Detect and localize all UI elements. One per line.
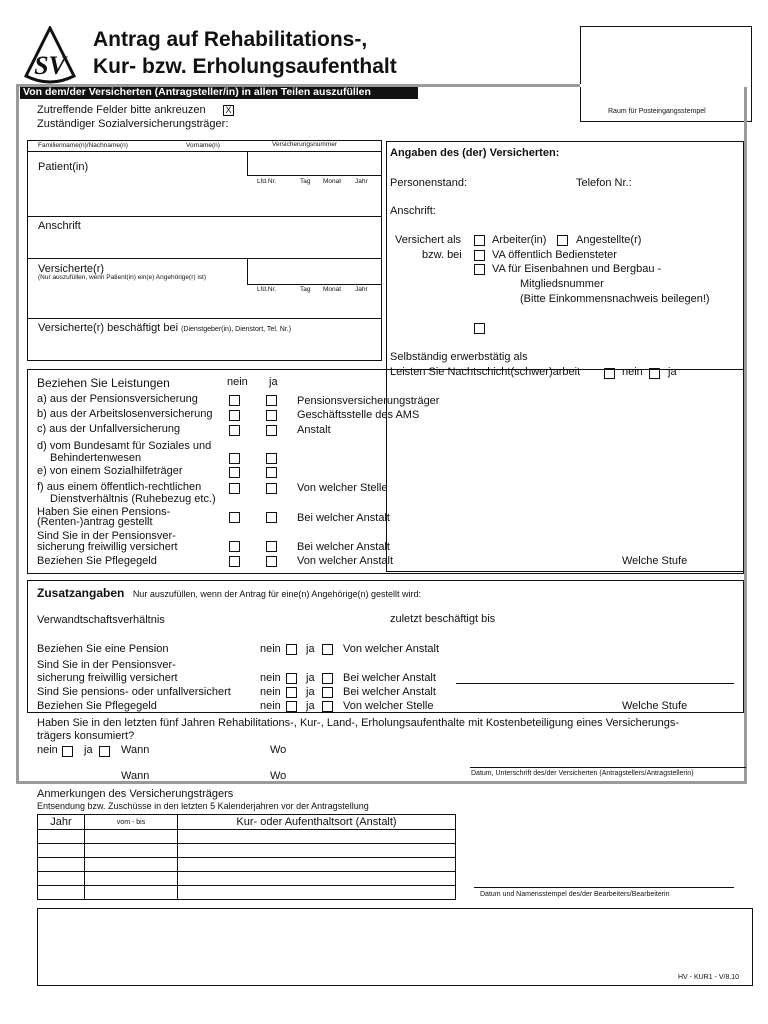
extra-note: Nur auszufüllen, wenn der Antrag für eine(n) Angehörige(n) gestellt wird: bbox=[132, 589, 421, 599]
sub-tag: Tag bbox=[300, 178, 311, 185]
benefit-e-yes[interactable] bbox=[266, 467, 277, 478]
railway-label-2: Mitgliedsnummer bbox=[520, 278, 604, 290]
benefit-c-no[interactable] bbox=[229, 425, 240, 436]
sub-monat: Monat bbox=[323, 178, 342, 185]
benefit-d-label-2: Behindertenwesen bbox=[50, 452, 142, 464]
benefit-c-yes[interactable] bbox=[266, 425, 277, 436]
night-shift-yes-label: ja bbox=[668, 366, 677, 378]
benefit-f-right: Von welcher Stelle bbox=[297, 482, 388, 494]
past-stays-question-1: Haben Sie in den letzten fünf Jahren Rehabilitations-, Kur-, Land-, Erholungsaufenthalte mit Kostenbeteiligung eines Versicherungs- bbox=[37, 717, 680, 729]
extra-care-yes[interactable] bbox=[322, 701, 333, 712]
logo bbox=[24, 26, 76, 86]
benefits-yes-header: ja bbox=[269, 376, 278, 388]
benefit-h-yes[interactable] bbox=[266, 541, 277, 552]
applicant-signature-label: Datum, Unterschrift des/der Versicherten (Antragstellers/Antragstellerin) bbox=[471, 770, 694, 777]
marital-status-label: Personenstand: bbox=[390, 177, 468, 189]
past-stays-question-2: trägers konsumiert? bbox=[37, 730, 135, 742]
past-stays-when-1: Wann bbox=[121, 744, 150, 756]
address-label: Anschrift bbox=[38, 220, 81, 232]
extra-title-text: Zusatzangaben bbox=[37, 586, 125, 600]
table-cell[interactable] bbox=[178, 844, 456, 858]
extra-care-yes-label: ja bbox=[306, 700, 315, 712]
stamp-label: Raum für Posteingangsstempel bbox=[608, 108, 706, 115]
past-stays-where-1: Wo bbox=[270, 744, 287, 756]
benefit-b-right: Geschäftsstelle des AMS bbox=[297, 409, 420, 421]
table-row bbox=[38, 844, 456, 858]
sub-tag-2: Tag bbox=[300, 286, 311, 293]
table-cell[interactable] bbox=[178, 830, 456, 844]
table-cell[interactable] bbox=[38, 858, 85, 872]
extra-care-label: Beziehen Sie Pflegegeld bbox=[37, 700, 157, 712]
intro-instruction: Zutreffende Felder bitte ankreuzen bbox=[37, 104, 206, 116]
phone-label: Telefon Nr.: bbox=[576, 177, 632, 189]
benefit-i-no[interactable] bbox=[229, 556, 240, 567]
extra-voluntary-no[interactable] bbox=[286, 673, 297, 684]
extra-care-no[interactable] bbox=[286, 701, 297, 712]
table-row bbox=[38, 858, 456, 872]
benefit-b-yes[interactable] bbox=[266, 410, 277, 421]
sub-lfd-nr: Lfd.Nr. bbox=[257, 178, 277, 185]
past-stays-yes-label: ja bbox=[84, 744, 93, 756]
col-insurance-number: Versicherungsnummer bbox=[272, 141, 338, 148]
night-shift-label: Leisten Sie Nachtschicht(schwer)arbeit bbox=[390, 366, 581, 378]
table-cell[interactable] bbox=[85, 872, 178, 886]
employer-input[interactable] bbox=[38, 336, 378, 358]
logo-icon bbox=[24, 26, 76, 86]
benefit-b-no[interactable] bbox=[229, 410, 240, 421]
benefit-f-yes[interactable] bbox=[266, 483, 277, 494]
extra-info-title bbox=[37, 584, 421, 602]
benefit-e-label: e) von einem Sozialhilfeträger bbox=[37, 465, 183, 477]
benefit-d-label-1: d) vom Bundesamt für Soziales und bbox=[37, 440, 212, 452]
benefit-i-right: Von welcher Anstalt bbox=[297, 555, 394, 567]
table-row bbox=[38, 872, 456, 886]
insured-info-title: Angaben des (der) Versicherten: bbox=[390, 147, 560, 159]
worker-label: Arbeiter(in) bbox=[492, 234, 547, 246]
benefit-h-no[interactable] bbox=[229, 541, 240, 552]
table-row bbox=[38, 830, 456, 844]
table-cell[interactable] bbox=[85, 858, 178, 872]
logo-text: SV bbox=[34, 51, 66, 80]
past-stays-when-2: Wann bbox=[121, 770, 150, 782]
benefit-f-label-1: f) aus einem öffentlich-rechtlichen bbox=[37, 481, 202, 493]
insured-as-label: Versichert als bbox=[395, 234, 462, 246]
benefit-a-right: Pensionsversicherungsträger bbox=[297, 395, 440, 407]
clerk-stamp-label: Datum und Namensstempel des/der Bearbeiters/Bearbeiterin bbox=[480, 891, 670, 898]
extra-care-level: Welche Stufe bbox=[622, 700, 688, 712]
address-input[interactable] bbox=[90, 218, 380, 256]
employee-label: Angestellte(r) bbox=[576, 234, 642, 246]
extra-pens-accident-right: Bei welcher Anstalt bbox=[343, 686, 436, 698]
table-cell[interactable] bbox=[178, 886, 456, 900]
sub-lfd-nr-2: Lfd.Nr. bbox=[257, 286, 277, 293]
benefits-title: Beziehen Sie Leistungen bbox=[37, 376, 170, 390]
extra-voluntary-label-2: sicherung freiwillig versichert bbox=[37, 672, 178, 684]
col-period: vom - bis bbox=[85, 815, 178, 830]
benefit-g-label-2: (Renten-)antrag gestellt bbox=[37, 516, 153, 528]
extra-care-right: Von welcher Stelle bbox=[343, 700, 434, 712]
extra-pension-right: Von welcher Anstalt bbox=[343, 643, 440, 655]
past-stays-table bbox=[37, 814, 456, 900]
insured-at-label: bzw. bei bbox=[422, 249, 462, 261]
railway-checkbox[interactable] bbox=[474, 264, 485, 275]
extra-voluntary-label-1: Sind Sie in der Pensionsver- bbox=[37, 659, 176, 671]
table-row bbox=[38, 886, 456, 900]
extra-pension-label: Beziehen Sie eine Pension bbox=[37, 643, 169, 655]
insured-address-label: Anschrift: bbox=[390, 205, 436, 217]
past-stays-yes[interactable] bbox=[99, 746, 110, 757]
extra-voluntary-no-label: nein bbox=[260, 672, 281, 684]
night-shift-no-label: nein bbox=[622, 366, 643, 378]
employer-label bbox=[38, 322, 291, 334]
table-cell[interactable] bbox=[38, 872, 85, 886]
col-place: Kur- oder Aufenthaltsort (Anstalt) bbox=[178, 815, 456, 830]
extra-care-no-label: nein bbox=[260, 700, 281, 712]
tick-example-box: X bbox=[223, 105, 234, 116]
benefits-no-header: nein bbox=[227, 376, 248, 388]
col-family-name: Familienname(n)/Nachname(n) bbox=[38, 142, 128, 149]
extra-pension-no-label: nein bbox=[260, 643, 281, 655]
benefit-e-no[interactable] bbox=[229, 467, 240, 478]
benefit-c-label: c) aus der Unfallversicherung bbox=[37, 423, 181, 435]
benefit-g-yes[interactable] bbox=[266, 512, 277, 523]
responsible-insurer-label: Zuständiger Sozialversicherungsträger: bbox=[37, 118, 229, 130]
extra-pension-no[interactable] bbox=[286, 644, 297, 655]
sub-monat-2: Monat bbox=[323, 286, 342, 293]
patient-label: Patient(in) bbox=[38, 161, 89, 173]
benefit-d-no[interactable] bbox=[229, 453, 240, 464]
form-title-line1: Antrag auf Rehabilitations-, bbox=[93, 28, 368, 51]
extra-voluntary-right: Bei welcher Anstalt bbox=[343, 672, 436, 684]
insured-note: (Nur auszufüllen, wenn Patient(in) ein(e) Angehörige(r) ist) bbox=[38, 274, 206, 281]
benefit-i-label: Beziehen Sie Pflegegeld bbox=[37, 555, 157, 567]
extra-voluntary-yes[interactable] bbox=[322, 673, 333, 684]
insured-label: Versicherte(r) bbox=[38, 263, 105, 275]
self-employed-label: Selbständig erwerbstätig als bbox=[390, 351, 528, 363]
extra-voluntary-yes-label: ja bbox=[306, 672, 315, 684]
extra-pens-accident-yes-label: ja bbox=[306, 686, 315, 698]
insurer-notes-subtitle: Entsendung bzw. Zuschüsse in den letzten 5 Kalenderjahren vor der Antragstellung bbox=[37, 801, 369, 811]
benefit-h-label-2: sicherung freiwillig versichert bbox=[37, 541, 178, 553]
railway-label-3: (Bitte Einkommensnachweis beilegen!) bbox=[520, 293, 710, 305]
benefit-i-level: Welche Stufe bbox=[622, 555, 688, 567]
table-cell[interactable] bbox=[178, 872, 456, 886]
extra-pens-accident-yes[interactable] bbox=[322, 687, 333, 698]
benefit-h-label-1: Sind Sie in der Pensionsver- bbox=[37, 530, 176, 542]
employee-checkbox[interactable] bbox=[557, 235, 568, 246]
benefit-h-right: Bei welcher Anstalt bbox=[297, 541, 390, 553]
public-servant-checkbox[interactable] bbox=[474, 250, 485, 261]
past-stays-no-label: nein bbox=[37, 744, 58, 756]
benefit-a-no[interactable] bbox=[229, 395, 240, 406]
sub-jahr: Jahr bbox=[355, 178, 368, 185]
col-year: Jahr bbox=[38, 815, 85, 830]
benefit-g-no[interactable] bbox=[229, 512, 240, 523]
table-cell[interactable] bbox=[38, 830, 85, 844]
past-stays-where-2: Wo bbox=[270, 770, 287, 782]
benefit-d-yes[interactable] bbox=[266, 453, 277, 464]
benefit-b-label: b) aus der Arbeitslosenversicherung bbox=[37, 408, 213, 420]
past-stays-no[interactable] bbox=[62, 746, 73, 757]
extra-pens-accident-label: Sind Sie pensions- oder unfallversichert bbox=[37, 686, 231, 698]
table-cell[interactable] bbox=[85, 844, 178, 858]
form-title-line2: Kur- bzw. Erholungsaufenthalt bbox=[93, 55, 397, 78]
extra-pension-yes-label: ja bbox=[306, 643, 315, 655]
employer-label-text: Versicherte(r) beschäftigt bei bbox=[38, 322, 179, 334]
benefit-g-right: Bei welcher Anstalt bbox=[297, 512, 390, 524]
sub-jahr-2: Jahr bbox=[355, 286, 368, 293]
benefit-f-label-2: Dienstverhältnis (Ruhebezug etc.) bbox=[50, 493, 216, 505]
insured-insurance-input[interactable] bbox=[248, 260, 380, 283]
table-cell[interactable] bbox=[85, 830, 178, 844]
col-first-name: Vorname(n) bbox=[186, 142, 220, 149]
table-cell[interactable] bbox=[178, 858, 456, 872]
extra-pens-accident-no-label: nein bbox=[260, 686, 281, 698]
patient-name-input[interactable] bbox=[100, 155, 245, 175]
benefit-g-label-1: Haben Sie einen Pensions- bbox=[37, 506, 171, 518]
relation-label: Verwandtschaftsverhältnis bbox=[37, 614, 165, 626]
instruction-banner: Von dem/der Versicherten (Antragsteller/in) in allen Teilen auszufüllen bbox=[20, 86, 418, 99]
employer-note: (Dienstgeber(in), Dienstort, Tel. Nr.) bbox=[181, 326, 292, 333]
table-cell[interactable] bbox=[85, 886, 178, 900]
benefit-i-yes[interactable] bbox=[266, 556, 277, 567]
public-servant-label: VA öffentlich Bediensteter bbox=[492, 249, 617, 261]
form-id: HV - KUR1 - V/8.10 bbox=[678, 974, 740, 981]
benefit-f-no[interactable] bbox=[229, 483, 240, 494]
extra-pension-yes[interactable] bbox=[322, 644, 333, 655]
last-employed-label: zuletzt beschäftigt bis bbox=[390, 613, 496, 625]
main-frame-top-right bbox=[410, 84, 580, 87]
benefit-a-yes[interactable] bbox=[266, 395, 277, 406]
notes-area[interactable] bbox=[37, 908, 753, 986]
insurer-notes-title: Anmerkungen des Versicherungsträgers bbox=[37, 788, 234, 800]
other-checkbox[interactable] bbox=[474, 323, 485, 334]
benefit-c-right: Anstalt bbox=[297, 424, 331, 436]
table-cell[interactable] bbox=[38, 844, 85, 858]
table-cell[interactable] bbox=[38, 886, 85, 900]
extra-pens-accident-no[interactable] bbox=[286, 687, 297, 698]
patient-insurance-input[interactable] bbox=[248, 153, 380, 175]
benefit-a-label: a) aus der Pensionsversicherung bbox=[37, 393, 198, 405]
railway-label-1: VA für Eisenbahnen und Bergbau - bbox=[492, 263, 662, 275]
worker-checkbox[interactable] bbox=[474, 235, 485, 246]
